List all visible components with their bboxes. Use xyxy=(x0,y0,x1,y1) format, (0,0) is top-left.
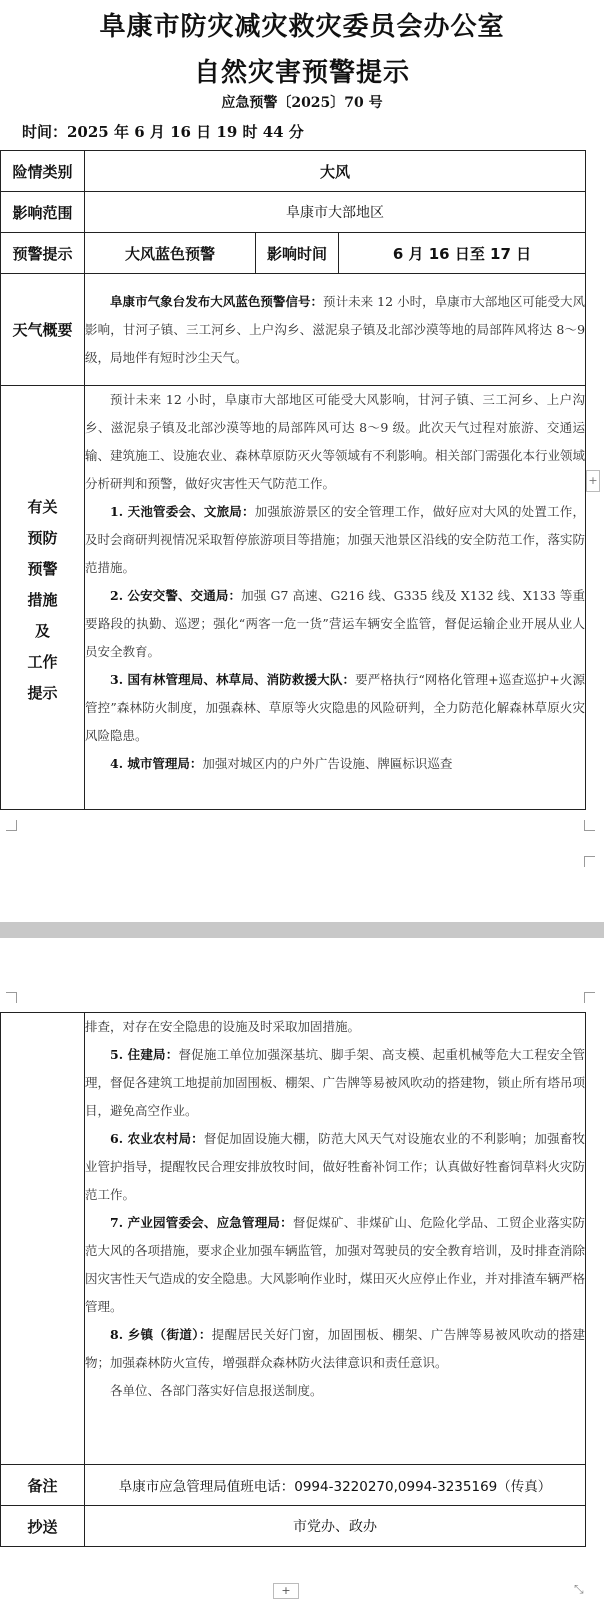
page-corner-mark xyxy=(584,992,595,1003)
measures-label-line: 预防 xyxy=(27,529,58,547)
page-corner-mark xyxy=(6,820,17,831)
cc-label: 抄送 xyxy=(1,1506,85,1547)
warning-table-part1 xyxy=(0,150,586,810)
document-page-2 xyxy=(0,938,604,1601)
measure-7-head: 7. 产业园管委会、应急管理局： xyxy=(110,1215,293,1230)
measure-1-text: 加强旅游景区的安全管理工作，做好应对大风的处置工作，及时会商研判视情况采取暂停旅游项目等措施；加强天池景区沿线的安全防范工作，落实防范措施。 xyxy=(85,504,586,575)
measures-label-line: 措施 xyxy=(27,591,58,609)
page-corner-mark xyxy=(6,992,17,1003)
duration-value[interactable]: 6 月 16 日至 17 日 xyxy=(339,233,586,274)
table-add-row-button[interactable]: + xyxy=(273,1583,299,1599)
measure-5 xyxy=(85,1041,585,1125)
measures-label-continued xyxy=(1,1013,85,1465)
remark-value[interactable]: 阜康市应急管理局值班电话：0994-3220270,0994-3235169（传真） xyxy=(85,1465,586,1506)
measure-5-text: 督促施工单位加强深基坑、脚手架、高支模、起重机械等危大工程安全管理，督促各建筑工地提前加固围板、棚架、广告牌等易被风吹动的搭建物，锁止所有塔吊项目，避免高空作业。 xyxy=(85,1047,586,1118)
weather-label: 天气概要 xyxy=(1,274,85,386)
measure-3-text: 要严格执行“网格化管理+巡查巡护+火源管控”森林防火制度，加强森林、草原等火灾隐患的风险研判，全力防范化解森林草原火灾风险隐患。 xyxy=(85,672,586,743)
type-label: 险情类别 xyxy=(1,151,85,192)
warning-label: 预警提示 xyxy=(1,233,85,274)
measures-intro: 预计未来 12 小时，阜康市大部地区可能受大风影响，甘河子镇、三工河乡、上户沟乡、滋泥泉子镇及北部沙漠等地的局部阵风可达 8～9 级。此次天气过程对旅游、交通运输、建筑施工、设施农业、森林草原防灭火等领域有不利影响。相关部门需强化本行业领域分析研判和预警，做好灾害性天气防范工作。 xyxy=(85,392,586,491)
warning-table-part2 xyxy=(0,1012,586,1547)
warning-value[interactable]: 大风蓝色预警 xyxy=(85,233,256,274)
table-resize-handle-icon[interactable]: ⤡ xyxy=(574,1582,584,1596)
measure-3 xyxy=(85,666,585,750)
scope-label: 影响范围 xyxy=(1,192,85,233)
issue-time: 时间：2025 年 6 月 16 日 19 时 44 分 xyxy=(22,123,304,141)
measure-2 xyxy=(85,582,585,666)
type-value[interactable]: 大风 xyxy=(85,151,586,192)
measures-label-line: 工作 xyxy=(27,653,58,671)
measures-label-line: 预警 xyxy=(27,560,58,578)
measure-3-head: 3. 国有林管理局、林草局、消防救援大队： xyxy=(110,672,356,687)
remark-label: 备注 xyxy=(1,1465,85,1506)
closing-note: 各单位、各部门落实好信息报送制度。 xyxy=(110,1383,323,1398)
weather-summary xyxy=(85,288,585,372)
weather-text: 预计未来 12 小时，阜康市大部地区可能受大风影响，甘河子镇、三工河乡、上户沟乡、滋泥泉子镇及北部沙漠等地的局部阵风将达 8～9 级，局地伴有短时沙尘天气。 xyxy=(85,293,586,365)
measure-8-text: 提醒居民关好门窗，加固围板、棚架、广告牌等易被风吹动的搭建物；加强森林防火宣传，增强群众森林防火法律意识和责任意识。 xyxy=(85,1327,585,1370)
measure-8 xyxy=(85,1321,585,1377)
table-add-column-button[interactable]: + xyxy=(586,470,600,492)
doc-title: 自然灾害预警提示 xyxy=(193,58,410,88)
measures-cell[interactable] xyxy=(85,386,586,810)
weather-lead: 阜康市气象台发布大风蓝色预警信号： xyxy=(110,293,324,309)
measure-5-head: 5. 住建局： xyxy=(110,1047,179,1062)
measure-2-head: 2. 公安交警、交通局： xyxy=(110,588,242,603)
org-title: 阜康市防灾减灾救灾委员会办公室 xyxy=(99,12,505,42)
doc-number: 应急预警〔2025〕70 号 xyxy=(221,95,383,111)
measures-label xyxy=(1,386,85,810)
measure-4 xyxy=(85,750,585,778)
weather-summary-cell[interactable] xyxy=(85,274,586,386)
page-corner-mark xyxy=(584,820,595,831)
measure-1 xyxy=(85,498,585,582)
measure-4-cont: 排查，对存在安全隐患的设施及时采取加固措施。 xyxy=(85,1019,361,1034)
measure-4-head: 4. 城市管理局： xyxy=(110,756,203,771)
measure-4-text: 加强对城区内的户外广告设施、牌匾标识巡查 xyxy=(202,756,453,771)
measure-7 xyxy=(85,1209,585,1321)
measure-6-head: 6. 农业农村局： xyxy=(110,1131,204,1146)
measures-label-line: 有关 xyxy=(27,498,58,516)
measures-label-line: 及 xyxy=(34,622,50,640)
measure-6 xyxy=(85,1125,585,1209)
page-corner-mark xyxy=(584,856,595,867)
measure-2-text: 加强 G7 高速、G216 线、G335 线及 X132 线、X133 等重要路段的执勤、巡逻；强化“两客一危一货”营运车辆安全监管，督促运输企业开展从业人员安全教育。 xyxy=(85,588,586,659)
measure-8-head: 8. 乡镇（街道）： xyxy=(110,1327,212,1342)
measure-7-text: 督促煤矿、非煤矿山、危险化学品、工贸企业落实防范大风的各项措施，要求企业加强车辆监管，加强对驾驶员的安全教育培训，及时排查消除因灾害性天气造成的安全隐患。大风影响作业时，煤田灭火应停止作业，并对排渣车辆严格管理。 xyxy=(85,1215,586,1314)
cc-value[interactable]: 市党办、政办 xyxy=(85,1506,586,1547)
measure-6-text: 督促加固设施大棚，防范大风天气对设施农业的不利影响；加强畜牧业管护指导，提醒牧民合理安排放牧时间，做好牲畜补饲工作；认真做好牲畜饲草料火灾防范工作。 xyxy=(85,1131,586,1202)
measures-cell-continued[interactable] xyxy=(85,1013,586,1465)
measures-label-line: 提示 xyxy=(27,684,58,702)
scope-value[interactable]: 阜康市大部地区 xyxy=(85,192,586,233)
measure-1-head: 1. 天池管委会、文旅局： xyxy=(110,504,255,519)
duration-label: 影响时间 xyxy=(256,233,339,274)
page-separator xyxy=(0,922,604,938)
